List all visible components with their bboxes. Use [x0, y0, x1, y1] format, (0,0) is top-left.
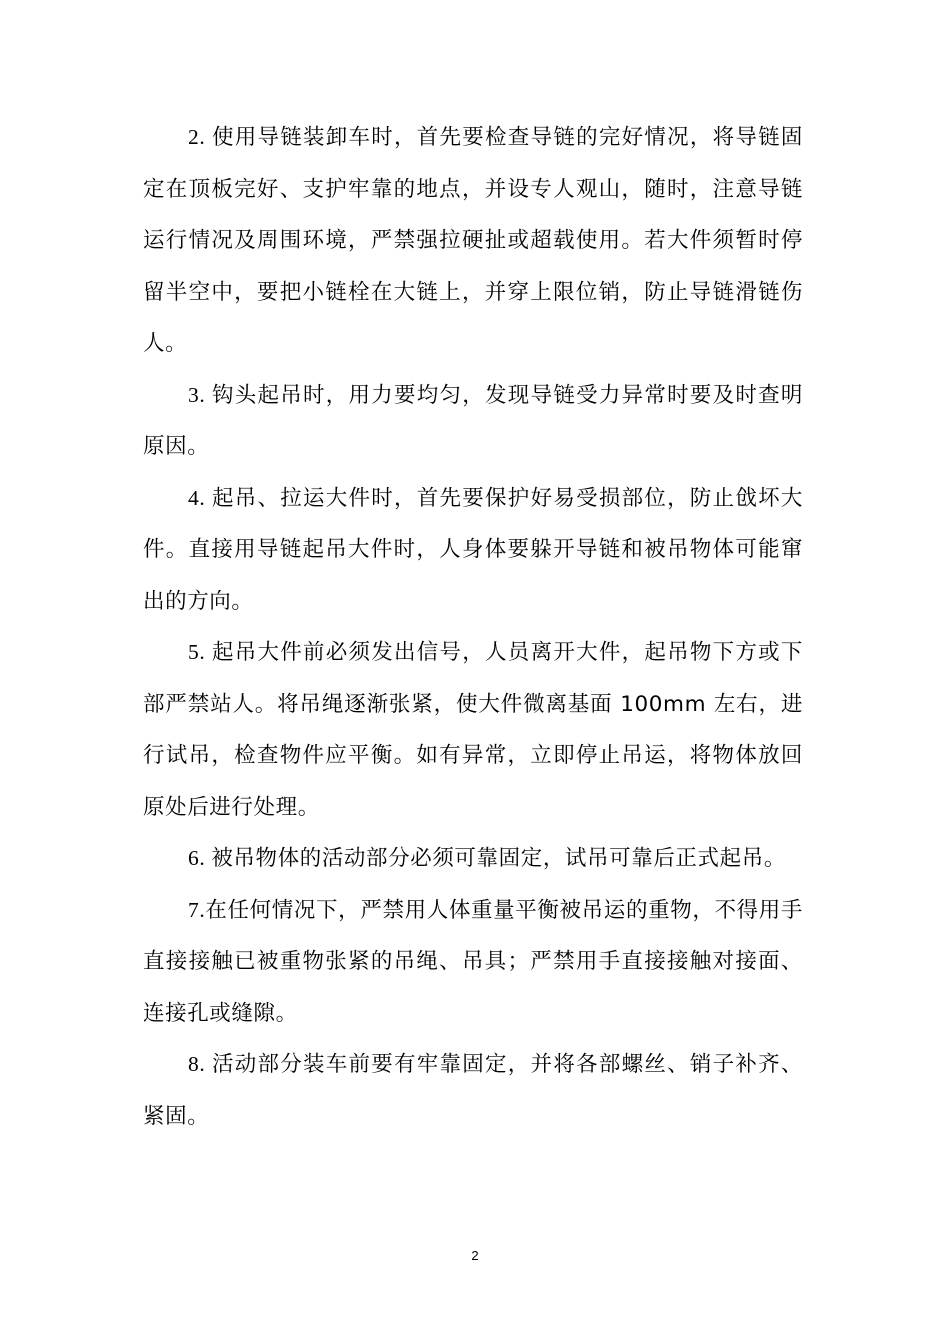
paragraph-6 [143, 833, 803, 885]
paragraph-7 [143, 885, 803, 1040]
paragraph-5 [143, 627, 803, 833]
paragraph-2 [143, 112, 803, 370]
paragraph-number: 7. [188, 897, 206, 922]
paragraph-number: 5. [188, 640, 212, 664]
paragraph-3 [143, 370, 803, 473]
paragraph-8 [143, 1039, 803, 1142]
paragraph-number: 2. [188, 125, 212, 149]
paragraph-number: 4. [188, 485, 212, 510]
paragraph-text: 在任何情况下，严禁用人体重量平衡被吊运的重物，不得用手直接接触已被重物张紧的吊绳、吊具；严禁用手直接接触对接面、连接孔或缝隙。 [143, 897, 803, 1026]
paragraph-text: 起吊大件前必须发出信号，人员离开大件，起吊物下方或下部严禁站人。将吊绳逐渐张紧，使大件微离基面 100mm 左右，进行试吊，检查物件应平衡。如有异常，立即停止吊运，将物体放回原处后进行处理。 [143, 640, 803, 820]
paragraph-text: 起吊、拉运大件时，首先要保护好易受损部位，防止戗坏大件。直接用导链起吊大件时，人身体要躲开导链和被吊物体可能窜出的方向。 [143, 485, 803, 614]
paragraph-text: 活动部分装车前要有牢靠固定，并将各部螺丝、销子补齐、紧固。 [143, 1052, 803, 1129]
document-body [143, 112, 803, 1142]
paragraph-text: 使用导链装卸车时，首先要检查导链的完好情况，将导链固定在顶板完好、支护牢靠的地点，并设专人观山，随时，注意导链运行情况及周围环境，严禁强拉硬扯或超载使用。若大件须暂时停留半空中，要把小链栓在大链上，并穿上限位销，防止导链滑链伤人。 [143, 125, 803, 356]
paragraph-4 [143, 473, 803, 628]
paragraph-number: 6. [188, 846, 212, 870]
page-number: 2 [471, 1248, 479, 1263]
paragraph-number: 8. [188, 1052, 212, 1076]
paragraph-text: 钩头起吊时，用力要均匀，发现导链受力异常时要及时查明原因。 [143, 382, 803, 459]
paragraph-text: 被吊物体的活动部分必须可靠固定，试吊可靠后正式起吊。 [211, 846, 786, 871]
paragraph-number: 3. [188, 382, 212, 407]
